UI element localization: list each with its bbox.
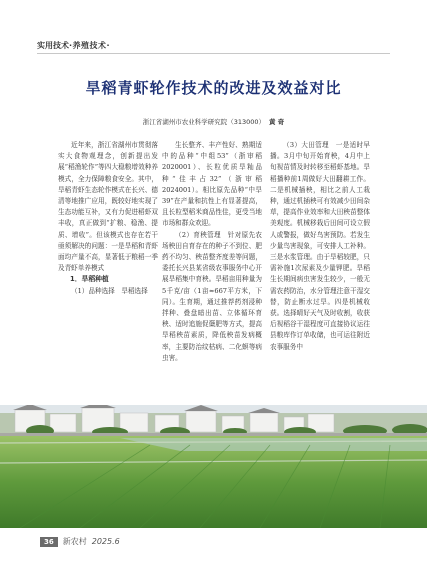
affiliation: 浙江省湖州市农业科学研究院（313000）: [142, 118, 266, 126]
seedling-paragraph: （2）育秧管理 针对原先农场秧田自育存在的种子不到位、肥药不均匀、秧苗整齐度差等问题，委托长兴县某省级农事服务中心开展旱稻集中育秧。旱稻亩用种量为5千克/亩（1亩≈667平方米，下同）。生育期，通过推荐药剂浸种拌种、叠盘暗出苗、立体循环育秧、适时追施促蘖肥等方式，提高旱稻秧苗素质，降低秧苗发病概率，主要防治纹枯病、二化螟等病虫害。: [162, 230, 262, 362]
field-management-paragraph: （3）大田管理 一是适时早播。3月中旬开始育秧，4月中上旬视苗情及时转移至稻虾基地。旱稻播种前1周做好大田翻耕工作。二是机械插秧，相比之前人工栽种，通过机插秧可有效减少田间杂草，提高作业效率和大田秧苗整体美观度。机械移栽后田间可设立假人或警报，做好鸟害预防。若发生少量鸟害现象，可安排人工补种。三是水浆管理。由于旱稻较肥，只需补施1次尿素及少量钾肥。旱稻生长期间病虫害发生较少，一般无需农药防治，水分管理注意干湿交替，防止断水过旱。四是机械收获。选择晴好天气及时收割，收获后视稻谷干湿程度可直接协议运往县粮库作订单收储，也可运往附近农事服务中: [270, 141, 370, 351]
variety-paragraph: 生长整齐、丰产性好、熟期适中的品种“中组53”（浙审稻2020001）、长粒优质旱籼品种“佳丰占32”（浙审稻2024001）。相比原先品种“中旱39”在产量和抗性上有显著提高，且长粒型稻米商品性佳，更受当地市场和群众欢迎。: [162, 141, 262, 228]
rice-field-image: [0, 405, 427, 528]
section-name: 实用技术: [37, 41, 69, 50]
page-footer: [40, 536, 120, 547]
article-title: 旱稻青虾轮作技术的改进及效益对比: [85, 79, 342, 97]
page-number: 36: [40, 537, 58, 547]
column-2: [162, 140, 262, 364]
header-rule: [37, 53, 390, 54]
column-1: [58, 140, 158, 297]
intro-paragraph: 近年来，浙江省湖州市贯彻落实大食物观理念，创新提出发展“稻渔轮作”等四大稳粮增效种养模式，全力保障粮食安全。其中，旱稻青虾生态轮作模式在长兴、德清等地推广应用，既较好地实现了生态功能互补，又有力促进稻虾双丰收，真正做到“扩粮、稳渔、提质、增收”。但该模式也存在若干亟须解决的问题：一是旱稻和青虾面均产量不高，显著低于粮稻一季及青虾单养模式: [58, 141, 158, 273]
section-label: [37, 40, 110, 51]
byline: [0, 117, 427, 126]
section-subtitle: ·养殖技术·: [69, 41, 111, 50]
rice-field-photo: [0, 405, 427, 528]
section-heading: 1．旱稻种植: [70, 275, 109, 284]
subsection-paragraph: （1）品种选择 旱稻选择: [71, 286, 148, 295]
column-3: [270, 140, 370, 353]
author: 黄 奇: [269, 118, 285, 126]
magazine-name: 新农村: [62, 537, 87, 546]
issue-number: 2025.6: [91, 537, 120, 546]
